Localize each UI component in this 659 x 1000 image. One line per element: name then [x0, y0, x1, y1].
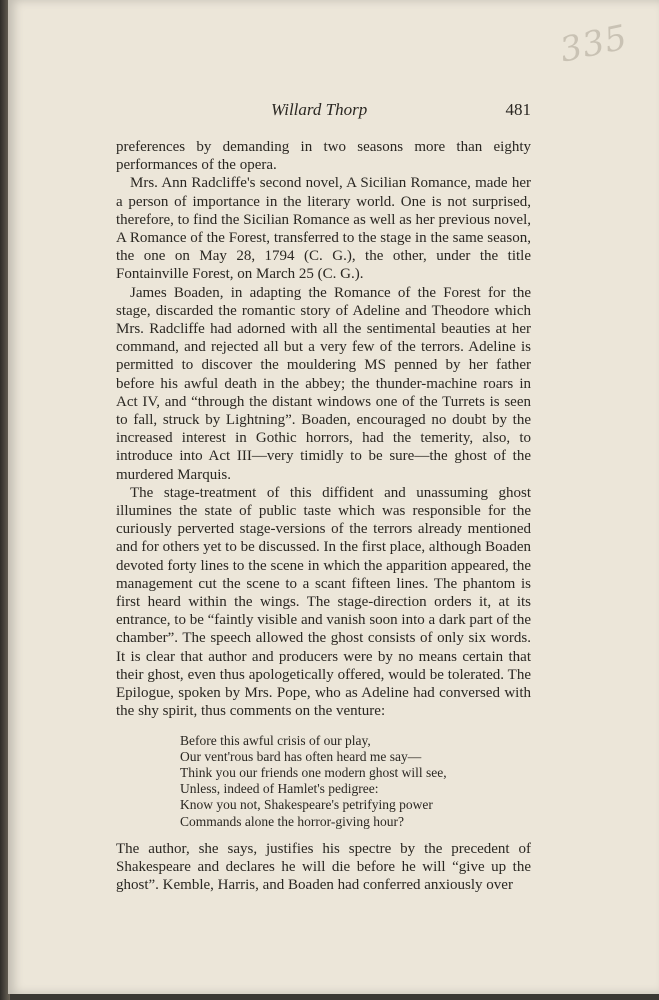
epilogue-verse	[180, 733, 531, 830]
verse-line: Unless, indeed of Hamlet's pedigree:	[180, 781, 379, 797]
verse-line: Commands alone the horror-giving hour?	[180, 813, 404, 829]
paragraph-1: preferences by demanding in two seasons more than eighty performances of the opera.	[116, 139, 531, 174]
paragraph-3: James Boaden, in adapting the Romance of the Forest for the stage, discarded the romantic story of Adeline and Theodore which Mrs. Radcliffe had adorned with all the sentimental beauties at her command, and rejected all but a very few of the terrors. Adeline is permitted to discover the mouldering MS penned by her father before his awful death in the abbey; the thunder-machine roars in Act IV, and “through the distant windows one of the Turrets is seen to fall, struck by Lightning”. Boaden, encouraged no doubt by the increased interest in Gothic horrors, had the temerity, also, to introduce into Act III—very timidly to be sure—the ghost of the murdered Marquis.	[116, 284, 531, 483]
verse-line: Think you our friends one modern ghost will see,	[180, 764, 447, 780]
paragraph-2: Mrs. Ann Radcliffe's second novel, A Sicilian Romance, made her a person of importance in the literary world. One is not surprised, therefore, to find the Sicilian Romance as well as her previous novel, A Romance of the Forest, transferred to the stage in the same season, the one on May 28, 1794 (C. G.), the other, under the title Fontainville Forest, on March 25 (C. G.).	[116, 175, 531, 283]
verse-line: Before this awful crisis of our play,	[180, 732, 371, 748]
body-text	[116, 138, 531, 894]
verse-line: Our vent'rous bard has often heard me say—	[180, 748, 422, 764]
paragraph-5: The author, she says, justifies his spectre by the precedent of Shakespeare and declares he will die before he will “give up the ghost”. Kemble, Harris, and Boaden had conferred anxiously over	[116, 840, 531, 894]
paragraph-4: The stage-treatment of this diffident and unassuming ghost illumines the state of public taste which was responsible for the curiously perverted stage-versions of the terrors already mentioned and for others yet to be discussed. In the first place, although Boaden devoted forty lines to the scene in which the apparition appeared, the management cut the scene to a scant fifteen lines. The phantom is first heard within the wings. The stage-direction orders it, at its entrance, to be “faintly visible and vanish soon into a dark part of the chamber”. The speech allowed the ghost consists of only six words. It is clear that author and producers were by no means certain that their ghost, even thus apologetically offered, would be tolerated. The Epilogue, spoken by Mrs. Pope, who as Adeline had conversed with the shy spirit, thus comments on the venture:	[116, 484, 531, 720]
pencil-folio-note: 335	[556, 17, 632, 71]
running-head: Willard Thorp	[271, 100, 368, 119]
page-number: 481	[505, 100, 531, 119]
verse-line: Know you not, Shakespeare's petrifying power	[180, 797, 433, 813]
